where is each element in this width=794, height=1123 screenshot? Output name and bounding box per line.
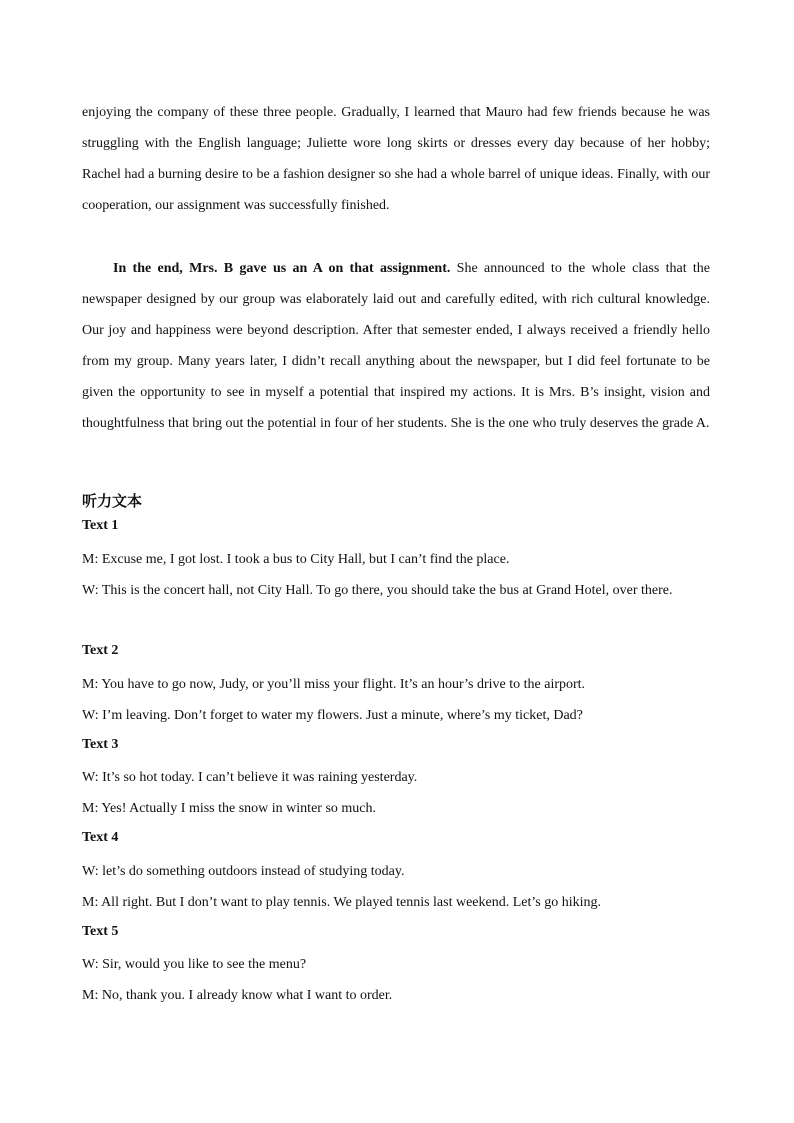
- text-3-title: Text 3: [82, 737, 119, 752]
- paragraph-2-body: She announced to the whole class that the newspaper designed by our group was elaborately laid out and carefully edited, with rich cultural knowledge. Our joy and happiness were beyond description. After that semester ended, I always received a friendly hello from my group. Many years later, I didn’t recall anything about the newspaper, but I did feel fortunate to be given the opportunity to see in myself a potential that inspired my actions. It is Mrs. B’s insight, vision and thoughtfulness that bring out the potential in four of her students. She is the one who truly deserves the grade A.: [82, 261, 710, 432]
- text-4-line-2: M: All right. But I don’t want to play tennis. We played tennis last weekend. Let’s go hiking.: [82, 895, 602, 910]
- text-2-line-2: W: I’m leaving. Don’t forget to water my flowers. Just a minute, where’s my ticket, Dad?: [82, 708, 583, 723]
- text-4-line-1: W: let’s do something outdoors instead of studying today.: [82, 864, 405, 879]
- paragraph-2-bold-lead: In the end, Mrs. B gave us an A on that assignment.: [113, 261, 451, 276]
- listening-heading: 听力文本: [82, 492, 143, 510]
- story-paragraph-1: enjoying the company of these three people. Gradually, I learned that Mauro had few friends because he was struggling with the English language; Juliette wore long skirts or dresses every day because of her hobby; Rachel had a burning desire to be a fashion designer so she had a whole barrel of unique ideas. Finally, with our cooperation, our assignment was successfully finished.: [82, 105, 710, 214]
- text-3-line-1: W: It’s so hot today. I can’t believe it was raining yesterday.: [82, 770, 418, 785]
- text-5-title: Text 5: [82, 924, 119, 939]
- text-3-line-2: M: Yes! Actually I miss the snow in winter so much.: [82, 801, 376, 816]
- text-5-line-1: W: Sir, would you like to see the menu?: [82, 957, 307, 972]
- text-2-title: Text 2: [82, 643, 119, 658]
- story-paragraph-2: [82, 253, 710, 440]
- text-2-line-1: M: You have to go now, Judy, or you’ll miss your flight. It’s an hour’s drive to the airport.: [82, 677, 586, 692]
- text-4-title: Text 4: [82, 830, 119, 845]
- text-1-title: Text 1: [82, 518, 119, 533]
- text-5-line-2: M: No, thank you. I already know what I want to order.: [82, 988, 393, 1003]
- text-1-line-1: M: Excuse me, I got lost. I took a bus to City Hall, but I can’t find the place.: [82, 552, 510, 567]
- text-1-line-2: W: This is the concert hall, not City Hall. To go there, you should take the bus at Grand Hotel, over there.: [82, 583, 673, 598]
